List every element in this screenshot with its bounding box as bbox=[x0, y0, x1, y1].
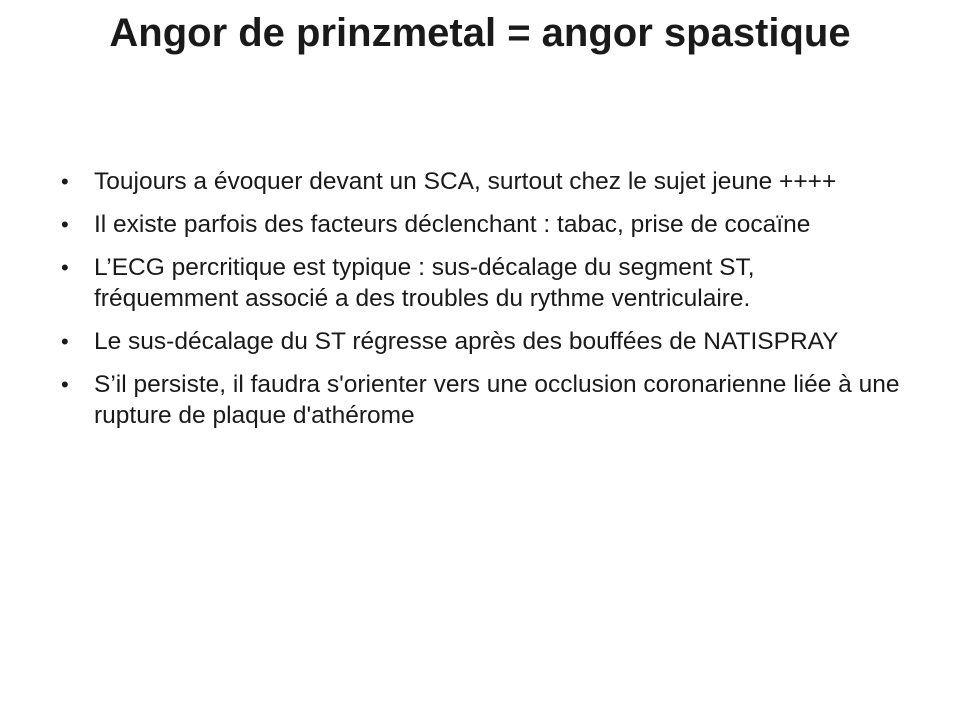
bullet-icon: • bbox=[61, 372, 69, 397]
bullet-text: Le sus-décalage du ST régresse après des bouffées de NATISPRAY bbox=[94, 328, 839, 355]
bullet-icon: • bbox=[61, 255, 69, 280]
bullet-text: S’il persiste, il faudra s'orienter vers une occlusion coronarienne liée à une rupture de plaque d'athérome bbox=[94, 371, 900, 429]
bullet-item bbox=[58, 252, 900, 314]
bullet-icon: • bbox=[61, 329, 69, 354]
bullet-item bbox=[58, 369, 900, 431]
slide-title: Angor de prinzmetal = angor spastique bbox=[109, 11, 851, 55]
bullet-item bbox=[58, 326, 900, 357]
bullet-item bbox=[58, 166, 900, 197]
bullet-text: L’ECG percritique est typique : sus-décalage du segment ST, fréquemment associé a des troubles du rythme ventriculaire. bbox=[94, 254, 755, 312]
bullet-text: Il existe parfois des facteurs déclenchant : tabac, prise de cocaïne bbox=[94, 211, 811, 238]
bullet-list bbox=[58, 166, 900, 443]
bullet-icon: • bbox=[61, 169, 69, 194]
bullet-text: Toujours a évoquer devant un SCA, surtout chez le sujet jeune ++++ bbox=[94, 168, 837, 195]
bullet-icon: • bbox=[61, 212, 69, 237]
bullet-item bbox=[58, 209, 900, 240]
